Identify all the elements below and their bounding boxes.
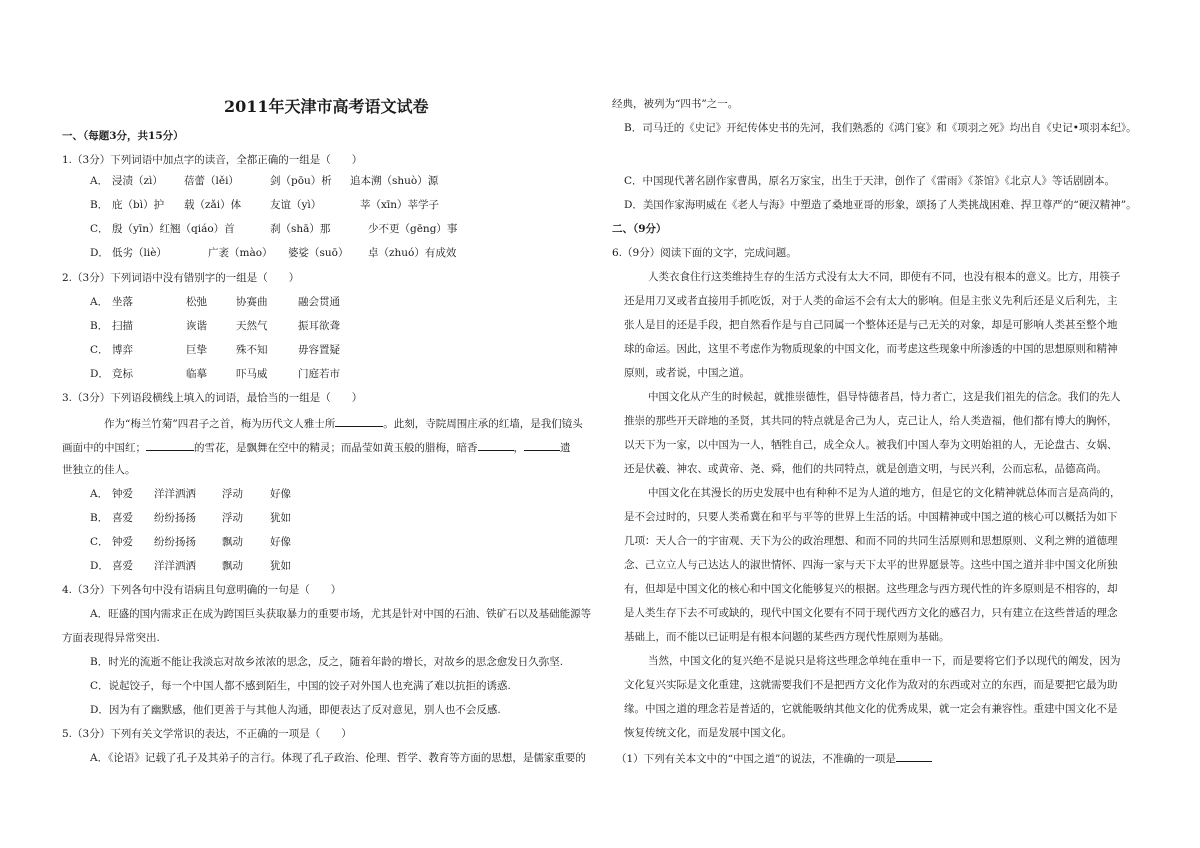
q5-option-c: C．中国现代著名剧作家曹禺，原名万家宝，出生于天津，创作了《雷雨》《茶馆》《北京人》等话剧剧本。	[624, 175, 1116, 187]
q3-passage-line-3: 世独立的佳人。	[62, 464, 136, 476]
exam-page: 2011年天津市高考语文试卷 一、（每题3分，共15分） 1.（3分）下列词语中加点字的读音，全都正确的一组是（ ） A． 浸渍（zì） 蓓蕾（lěi） 剑（pōu）析 追本溯（shuò）源 B． 庇（bì）护 载（zǎi）体 友谊（yì） 莘（xīn）莘学子 C． 殷（yīn）红 翘（qiáo）首 刹（shā）那 少不更（gēng）事 D． 低劣（liè） 广袤（mào） 婆娑（suō） 卓（zhuó）有成效 2.（3分）下列词语中没有错别字的一组是（ ） A． 坐落 松弛 协赛曲 融会贯通 B． 扫描 诙谐 天然气 振耳欲聋 C． 博弈 巨挚 殊不知 毋容置疑 D． 竞标 临摹 吓马威 门庭若市 3.（3分）下列语段横线上填入的词语，最恰当的一组是（ ） 作为“梅兰竹菊”四君子之首，梅为历代文人雅士所 。此刻，寺院周围庄承的红墙，是我们镜头 画面中的中国红； 的雪花，是飘舞在空中的精灵；而晶莹如黄玉般的腊梅，暗香 ， 遗 世独立的佳人。 A． 钟爱 洋洋洒洒 浮动 好像 B． 喜爱 纷纷扬扬 浮动 犹如 C． 钟爱 纷纷扬扬 飘动 好像 D． 喜爱 洋洋洒洒 飘动 犹如 4.（3分）下列各句中没有语病且句意明确的一句是（ ） A．旺盛的国内需求正在成为跨国巨头获取暴力的重要市场，尤其是针对中国的石油、铁矿石以及基础能源等 方面表现得异常突出. B．时光的流逝不能让我淡忘对故乡浓浓的思念，反之，随着年龄的增长，对故乡的思念愈发日久弥坚. C．说起饺子，每一个中国人都不感到陌生，中国的饺子对外国人也充满了难以抗拒的诱惑. D．因为有了幽默感，他们更善于与其他人沟通，即便表达了反对意见，别人也不会反感. 5.（3分）下列有关文学常识的表达，不正确的一项是（ ） A．《论语》记载了孔子及其弟子的言行。体现了孔子政治、伦理、哲学、教育等方面的思想，是儒家重要的 经典，被列为“四书”之一。 B．司马迁的《史记》开纪传体史书的先河，我们熟悉的《鸿门宴》和《项羽之死》均出自《史记•项羽本纪》。 C．中国现代著名剧作家曹禺，原名万家宝，出生于天津，创作了《雷雨》《茶馆》《北京人》等话剧剧本。 D．美国作家海明威在《老人与海》中塑造了桑地亚哥的形象，颂扬了人类挑战困难、捍卫尊严的“硬汉精神”。 二、（9分） 6.（9分）阅读下面的文字，完成问题。 人类衣食住行这类维持生存的生活方式没有太大不同，即使有不同，也没有根本的意义。比方，用筷子 还是用刀叉或者直接用手抓吃饭，对于人类的命运不会有太大的影响。但是主张义先利后还是义后利先，主 张人是目的还是手段，把自然看作是与自己同属一个整体还是与己无关的对象，却是可影响人类甚至整个地 球的命运。因此，这里不考虑作为物质现象的中国文化，而考虑这些现象中所渗透的中国的思想原则和精神 原则，或者说，中国之道。 中国文化从产生的时候起，就推崇德性，倡导恃德者昌，恃力者亡，这是我们祖先的信念。我们的先人 推崇的那些开天辟地的圣贤，其共同的特点就是舍己为人，克己让人，给人类造福，他们都有博大的胸怀， 以天下为一家，以中国为一人，牺牲自己，成全众人。被我们中国人奉为文明始祖的人，无论盘古、女娲、 还是伏羲、神农、或黄帝、尧、舜，他们的共同特点，就是创造文明，与民兴利，公而忘私，品德高尚。 中国文化在其漫长的历史发展中也有种种不足为人道的地方，但是它的文化精神就总体而言是高尚的， 是不会过时的，只要人类希冀在和平与平等的世界上生活的话。中国精神或中国之道的核心可以概括为如下 几项：天人合一的宇宙观、天下为公的政治理想、和而不同的共同生活原则和思想原则、义利之辨的道德理 念、己立立人与己达达人的淑世情怀、四海一家与天下太平的世界愿景等。这些中国之道并非中国文化所独 有，但却是中国文化的核心和中国文化能够复兴的根据。这些理念与西方现代性的许多原则是不相容的，却 是人类生存下去不可或缺的，现代中国文化要有不同于现代西方文化的感召力，只有建立在这些普适的理念 基础上，而不能以已证明是有根本问题的某些西方现代性原则为基础。 当然，中国文化的复兴绝不是说只是将这些理念单纯在重申一下，而是要将它们予以现代的阐发，因为 文化复兴实际是文化重建，这就需要我们不是把西方文化作为敌对的东西或对立的东西，而是要把它最为助 缘。中国之道的理念若是普适的，它就能吸纳其他文化的优秀成果，就一定会有兼容性。重建中国文化不是 恢复传统文化，而是发展中国文化。 （1）下列有关本文中的“中国之道”的说法，不准确的一项是	[62, 97, 1137, 765]
q4-option-b: B．时光的流逝不能让我淡忘对故乡浓浓的思念，反之，随着年龄的增长，对故乡的思念愈发日久弥坚.	[90, 656, 564, 668]
section-1-heading: 一、（每题3分，共15分）	[62, 130, 184, 142]
q5-option-d: D．美国作家海明威在《老人与海》中塑造了桑地亚哥的形象，颂扬了人类挑战困难、捍卫尊严的“硬汉精神”。	[624, 199, 1137, 211]
q4-stem: 4.（3分）下列各句中没有语病且句意明确的一句是（ ）	[62, 584, 342, 596]
q6-answer-blank	[896, 752, 932, 762]
q1-stem: 1.（3分）下列词语中加点字的读音，全都正确的一组是（ ）	[62, 154, 363, 166]
q3-blank-1	[335, 417, 383, 427]
q3-passage-line-1: 作为“梅兰竹菊”四君子之首，梅为历代文人雅士所 。此刻，寺院周围庄承的红墙，是我们镜头	[104, 418, 583, 430]
q5-option-b: B．司马迁的《史记》开纪传体史书的先河，我们熟悉的《鸿门宴》和《项羽之死》均出自《史记•项羽本纪》。	[624, 122, 1137, 134]
page-title: 2011年天津市高考语文试卷	[224, 97, 429, 116]
q6-stem: 6.（9分）阅读下面的文字，完成问题。	[612, 247, 797, 259]
q3-blank-4	[524, 441, 560, 451]
q3-blank-3	[478, 441, 514, 451]
q4-option-a-line-2: 方面表现得异常突出.	[62, 632, 160, 644]
q4-option-a-line-1: A．旺盛的国内需求正在成为跨国巨头获取暴力的重要市场，尤其是针对中国的石油、铁矿石以及基础能源等	[90, 608, 592, 620]
q4-option-c: C．说起饺子，每一个中国人都不感到陌生，中国的饺子对外国人也充满了难以抗拒的诱惑.	[90, 680, 511, 692]
section-2-heading: 二、（9分）	[612, 223, 667, 235]
q2-stem: 2.（3分）下列词语中没有错别字的一组是（ ）	[62, 272, 300, 284]
q5-stem: 5.（3分）下列有关文学常识的表达，不正确的一项是（ ）	[62, 728, 352, 740]
q6-subquestion-1: （1）下列有关本文中的“中国之道”的说法，不准确的一项是	[616, 752, 932, 765]
q3-stem: 3.（3分）下列语段横线上填入的词语，最恰当的一组是（ ）	[62, 392, 363, 404]
q5-option-a-line-1: A．《论语》记载了孔子及其弟子的言行。体现了孔子政治、伦理、哲学、教育等方面的思想，是儒家重要的	[90, 752, 586, 764]
q3-blank-2	[146, 441, 194, 451]
q4-option-d: D．因为有了幽默感，他们更善于与其他人沟通，即便表达了反对意见，别人也不会反感.	[90, 704, 501, 716]
q3-passage-line-2: 画面中的中国红； 的雪花，是飘舞在空中的精灵；而晶莹如黄玉般的腊梅，暗香 ， 遗	[62, 442, 571, 454]
q5-option-a-line-2: 经典，被列为“四书”之一。	[612, 98, 739, 110]
